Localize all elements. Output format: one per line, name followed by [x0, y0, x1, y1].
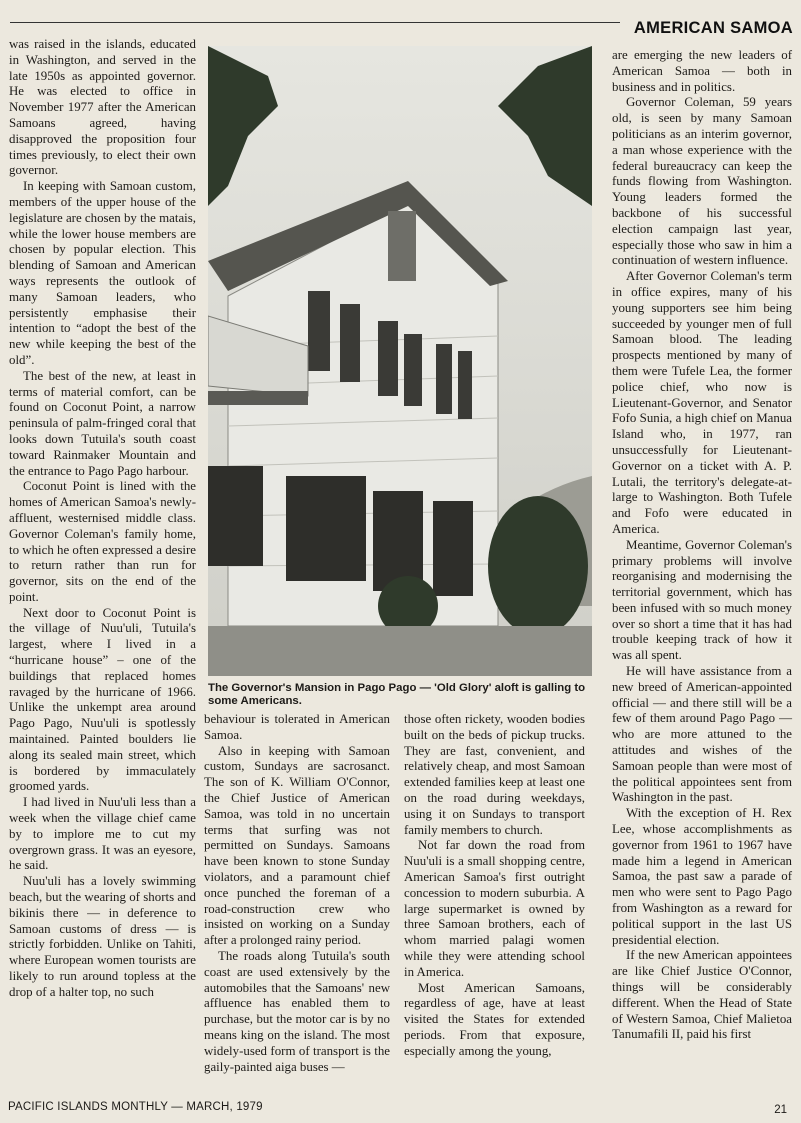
- section-title: AMERICAN SAMOA: [633, 19, 793, 37]
- paragraph: Coconut Point is lined with the homes of American Samoa's newly-affluent, westernised middle class. Governor Coleman's family home, to which he often expressed a desire to return rather than run for governor, sits on the end of the point.: [9, 479, 196, 604]
- paragraph: Most American Samoans, regardless of age, have at least visited the States for extended periods. From that exposure, especially among the young,: [404, 980, 585, 1058]
- publication-footer: PACIFIC ISLANDS MONTHLY — MARCH, 1979: [8, 1101, 263, 1113]
- paragraph: Not far down the road from Nuu'uli is a small shopping centre, American Samoa's first outright concession to modern suburbia. A large supermarket is owned by three Samoan brothers, each of whom married palagi women while they were attending school in America.: [404, 838, 585, 979]
- page-number: 21: [774, 1104, 787, 1116]
- photo-caption: The Governor's Mansion in Pago Pago — 'Old Glory' aloft is galling to some Americans.: [208, 682, 586, 707]
- paragraph: I had lived in Nuu'uli less than a week when the village chief came by to implore me to cut my overgrown grass. It was an eyesore, he said.: [9, 795, 196, 873]
- paragraph: those often rickety, wooden bodies built on the beds of pickup trucks. They are fast, convenient, and relatively cheap, and most Samoan extended families keep at least one on the road during weekdays, using it on Sundays to transport family members to church.: [404, 712, 585, 837]
- paragraph: If the new American appointees are like Chief Justice O'Connor, things will be considerably different. When the Head of State of Western Samoa, Chief Malietoa Tanumafili II, paid his first: [612, 948, 792, 1042]
- paragraph: In keeping with Samoan custom, members of the upper house of the legislature are chosen by the matais, while the lower house members are chosen by popular election. This blending of Samoan and American ways represents the outlook of many Samoan leaders, who persistently emphasise their intention to “adopt the best of the new while keeping the best of the old”.: [9, 179, 196, 367]
- article-column-1: [9, 37, 196, 1001]
- paragraph: was raised in the islands, educated in Washington, and served in the late 1950s as appointed governor. He was elected to office in November 1977 after the American Samoans agreed, having disapproved the proposition four times previously, to elect their own governor.: [9, 37, 196, 178]
- paragraph: Also in keeping with Samoan custom, Sundays are sacrosanct. The son of K. William O'Connor, the Chief Justice of American Samoa, was told in no uncertain terms that surfing was not permitted on Sundays. Samoans have been known to stone Sunday violators, and a paramount chief once punched the foreman of a road-construction crew who insisted on working on a Sunday after a prolonged rainy period.: [204, 743, 390, 948]
- paragraph: The best of the new, at least in terms of material comfort, can be found on Coconut Point, a narrow peninsula of palm-fringed coral that looks down Tutuila's south coast toward Rainmaker Mountain and the entrance to Pago Pago harbour.: [9, 368, 196, 478]
- article-column-4: [612, 48, 792, 1043]
- paragraph: The roads along Tutuila's south coast are used extensively by the automobiles that the Samoans' new affluence has enabled them to purchase, but the motor car is by no means king on the island. The most widely-used form of transport is the gaily-painted aiga buses —: [204, 948, 390, 1074]
- header-rule: [10, 22, 620, 23]
- paragraph: Meantime, Governor Coleman's primary problems will involve reorganising and modernising the territorial government, which has been infused with so much money over so short a time that it has had trouble keeping track of how it was all spent.: [612, 537, 792, 663]
- article-column-3: [404, 712, 585, 1060]
- paragraph: Nuu'uli has a lovely swimming beach, but the wearing of shorts and bikinis there — in deference to Samoan customs of dress — is strictly forbidden. Unlike on Tahiti, where European women tourists are likely to run around topless at the drop of a halter top, no such: [9, 874, 196, 999]
- paragraph: Governor Coleman, 59 years old, is seen by many Samoan politicians as an interim governor, a man whose experience with the federal bureaucracy can keep the funds flowing from Washington. Young leaders formed the backbone of his successful election campaign last year, especially those who saw in him a continuation of western influence.: [612, 95, 792, 268]
- paragraph: He will have assistance from a new breed of American-appointed official — and there still will be a few of them around Pago Pago — who are more attuned to the attitudes and wishes of the Samoan people than were most of the political appointees sent from Washington in the past.: [612, 664, 792, 805]
- paragraph: are emerging the new leaders of American Samoa — both in business and in politics.: [612, 48, 792, 94]
- paragraph: Next door to Coconut Point is the village of Nuu'uli, Tutuila's largest, where I lived in a “hurricane house” – one of the buildings that replaced homes ravaged by the hurricane of 1966. Unlike the unkempt area around Pago Pago, Nuu'uli is spotlessly maintained. Painted boulders lie along its sealed main street, which is bordered by immaculately groomed yards.: [9, 605, 196, 794]
- paragraph: With the exception of H. Rex Lee, whose accomplishments as governor from 1961 to 1967 have made him a legend in American Samoa, the past saw a parade of men who were sent to Pago Pago from Washington as a reward for political support in the last US presidential election.: [612, 806, 792, 947]
- governors-mansion-photo: [208, 46, 592, 676]
- paragraph: behaviour is tolerated in American Samoa.: [204, 712, 390, 742]
- paragraph: After Governor Coleman's term in office expires, many of his young supporters see him being succeeded by younger men of full Samoan blood. The leading prospects mentioned by many of them were Tufele Lea, the former police chief, who now is Lieutenant-Governor, and Senator Fofo Sunia, a high chief on Manua Island who, in 1977, ran unsuccessfully for Lieutenant-Governor on a ticket with A. P. Lutali, the territory's delegate-at-large to Washington. Both Tufele and Fofo were educated in America.: [612, 269, 792, 536]
- article-column-2: [204, 712, 390, 1075]
